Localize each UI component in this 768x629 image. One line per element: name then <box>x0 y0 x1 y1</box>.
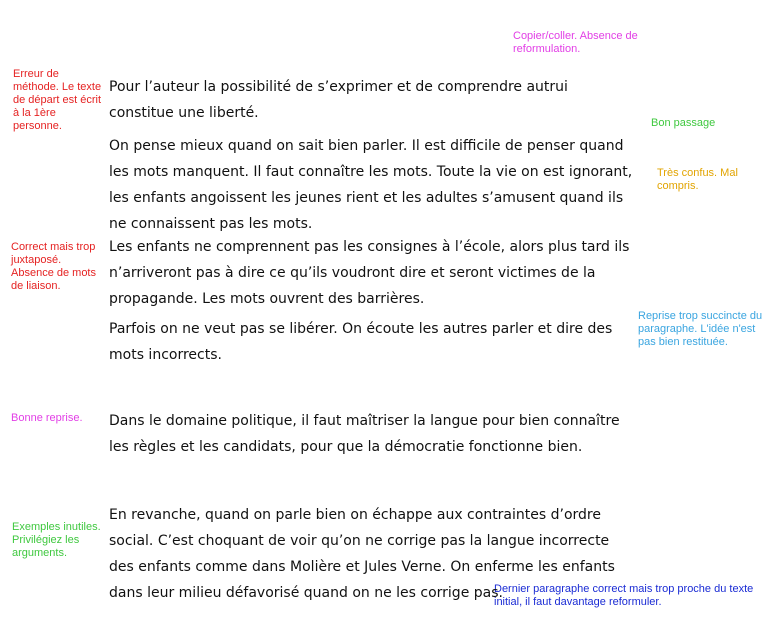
annotation-reprise-succincte: Reprise trop succincte du paragraphe. L'idée n'est pas bien restituée. <box>638 310 763 348</box>
annotation-bonne-reprise: Bonne reprise. <box>11 412 83 424</box>
annotation-exemples-inutiles: Exemples inutiles. Privilégiez les arguments. <box>12 521 101 559</box>
annotation-copier-coller: Copier/coller. Absence de reformulation. <box>513 30 638 55</box>
paragraph-6: En revanche, quand on parle bien on échappe aux contraintes d’ordre social. C’est choquant de voir qu’on ne corrige pas la langue incorrecte des enfants comme dans Molière et Jules Verne. On enferme les enfants dans leur milieu défavorisé quand on ne les corrige pas. <box>109 507 615 601</box>
paragraph-1: Pour l’auteur la possibilité de s’exprimer et de comprendre autrui constitue une liberté. <box>109 79 568 121</box>
annotation-dernier-paragraphe: Dernier paragraphe correct mais trop proche du texte initial, il faut davantage reformuler. <box>494 583 754 608</box>
paragraph-2: On pense mieux quand on sait bien parler. Il est difficile de penser quand les mots manquent. Il faut connaître les mots. Toute la vie on est ignorant, les enfants angoissent les jeunes rient et les adultes s’amusent quand ils ne connaissent pas les mots. <box>109 138 633 232</box>
paragraph-3: Les enfants ne comprennent pas les consignes à l’école, alors plus tard ils n’arriveront pas à dire ce qu’ils voudront dire et seront victimes de la propagande. Les mots ouvrent des barrières. <box>109 239 630 307</box>
annotation-bon-passage: Bon passage <box>651 117 716 129</box>
annotation-erreur-methode: Erreur de méthode. Le texte de départ est écrit à la 1ère personne. <box>13 68 102 132</box>
paragraph-4: Parfois on ne veut pas se libérer. On écoute les autres parler et dire des mots incorrects. <box>109 321 613 363</box>
annotation-tres-confus: Très confus. Mal compris. <box>657 167 738 192</box>
paragraph-5: Dans le domaine politique, il faut maîtriser la langue pour bien connaître les règles et les candidats, pour que la démocratie fonctionne bien. <box>109 413 620 455</box>
annotation-correct-juxtapose: Correct mais trop juxtaposé. Absence de mots de liaison. <box>11 241 96 292</box>
